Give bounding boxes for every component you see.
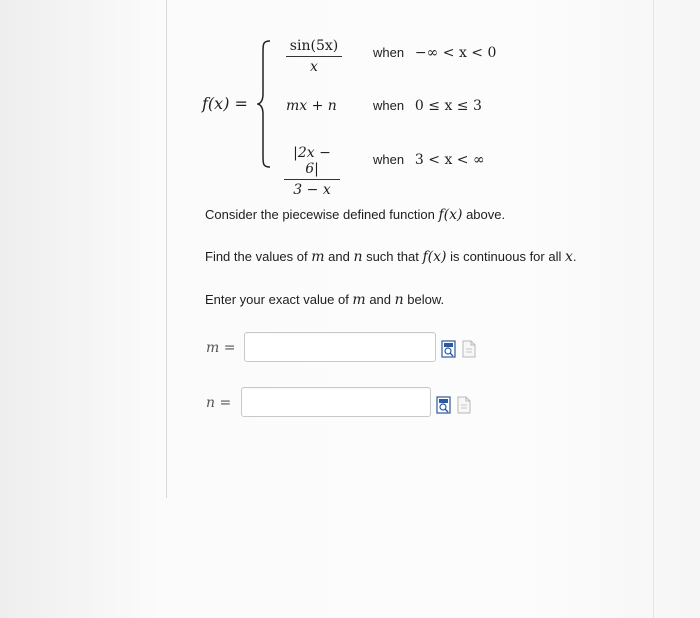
p2-text-e: . <box>572 249 577 264</box>
p2-text-b: and <box>324 249 354 264</box>
p2-text-d: is continuous for all <box>446 249 565 264</box>
case1-when: when <box>373 45 405 60</box>
syntax-help-icon[interactable] <box>461 340 477 358</box>
n-label-text: n = <box>206 395 232 411</box>
m-answer-input[interactable] <box>244 332 436 362</box>
left-brace <box>257 40 271 168</box>
case2-condition <box>373 98 482 114</box>
instruction-find <box>205 249 577 265</box>
case2-expression: mx + n <box>286 98 337 114</box>
case1-condition <box>373 45 496 61</box>
case1-denominator: x <box>310 59 318 75</box>
math-preview-icon[interactable] <box>436 396 452 414</box>
p2-fx: f(x) <box>422 249 447 265</box>
case1-numerator: sin(5x) <box>286 38 342 57</box>
p2-n: n <box>353 249 363 265</box>
syntax-help-icon[interactable] <box>456 396 472 414</box>
case3-when: when <box>373 152 405 167</box>
p3-text-a: Enter your exact value of <box>205 292 353 307</box>
instruction-enter <box>205 292 444 308</box>
right-divider <box>653 0 654 618</box>
p1-text: Consider the piecewise defined function <box>205 207 439 222</box>
p2-text-c: such that <box>362 249 423 264</box>
p1-fx: f(x) <box>438 207 463 223</box>
n-answer-input[interactable] <box>241 387 431 417</box>
case1-domain: −∞ < x < 0 <box>414 45 497 61</box>
case3-fraction <box>284 145 340 198</box>
n-label <box>206 395 231 411</box>
p2-text-a: Find the values of <box>205 249 312 264</box>
left-divider <box>166 0 167 498</box>
m-label-text: m = <box>206 340 236 356</box>
p2-x: x <box>564 249 573 265</box>
p1-text-end: above. <box>462 207 506 222</box>
case1-fraction <box>286 38 342 75</box>
case3-domain: 3 < x < ∞ <box>414 152 485 168</box>
case3-condition <box>373 152 485 168</box>
function-lhs: f(x) = <box>202 94 248 113</box>
p3-text-c: below. <box>403 292 445 307</box>
p3-m: m <box>352 292 366 308</box>
p3-text-b: and <box>365 292 395 307</box>
case2-domain: 0 ≤ x ≤ 3 <box>414 98 482 114</box>
case3-numerator: |2x − 6| <box>284 145 340 180</box>
p2-m: m <box>311 249 325 265</box>
case3-denominator: 3 − x <box>293 182 331 198</box>
instruction-consider <box>205 207 505 223</box>
case2-when: when <box>373 98 405 113</box>
m-label <box>206 340 235 356</box>
math-preview-icon[interactable] <box>441 340 457 358</box>
p3-n: n <box>394 292 404 308</box>
